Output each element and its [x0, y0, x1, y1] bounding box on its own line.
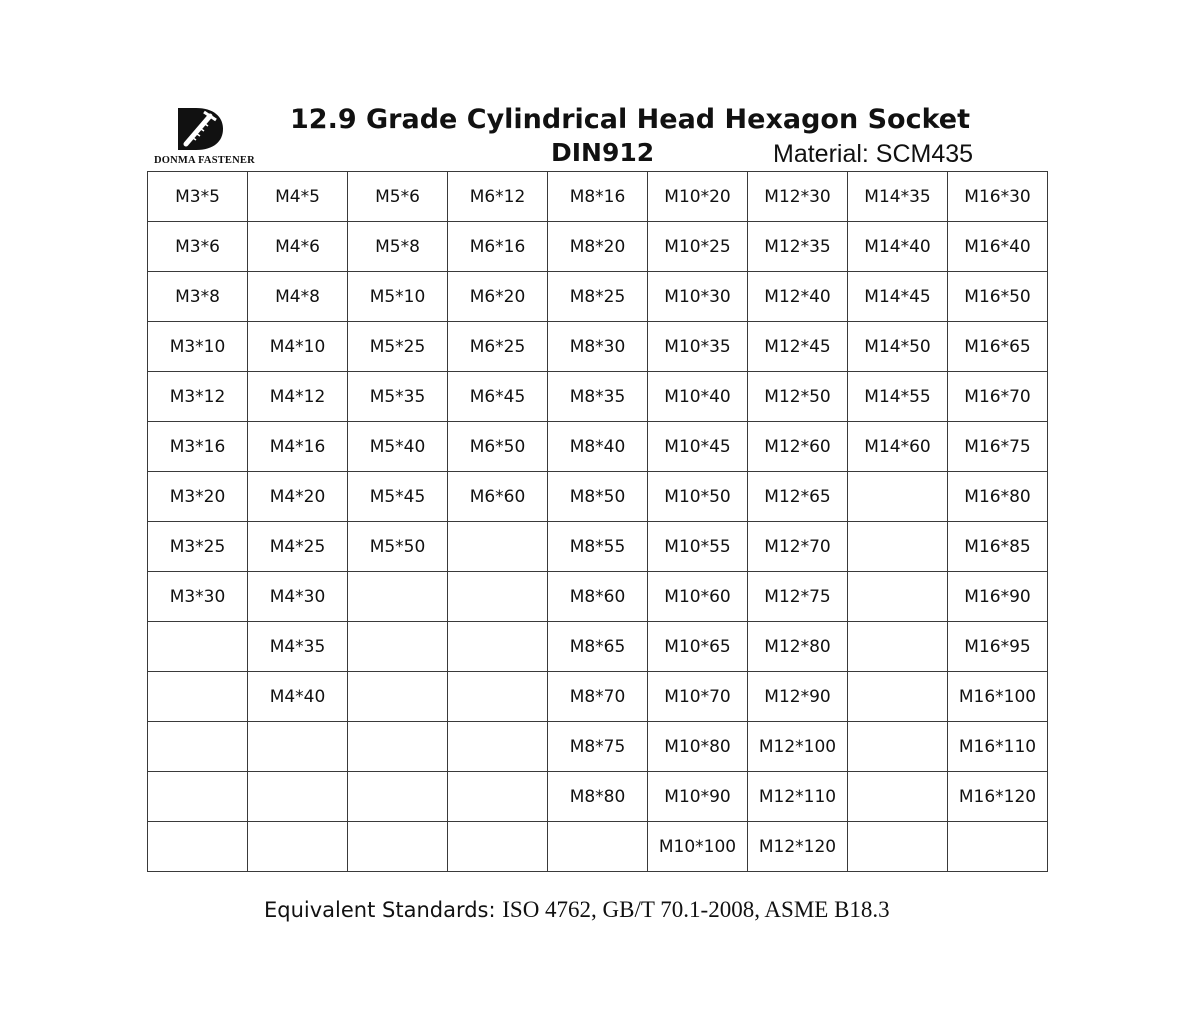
table-row — [148, 422, 1048, 472]
table-cell: M3*30 — [148, 572, 248, 622]
table-cell: M4*5 — [248, 172, 348, 222]
table-cell — [348, 572, 448, 622]
table-row — [148, 522, 1048, 572]
company-logo — [148, 106, 258, 168]
table-cell: M16*120 — [948, 772, 1048, 822]
table-cell: M10*35 — [648, 322, 748, 372]
table-cell: M6*20 — [448, 272, 548, 322]
table-row — [148, 622, 1048, 672]
table-cell — [848, 722, 948, 772]
table-cell: M14*50 — [848, 322, 948, 372]
table-cell: M3*6 — [148, 222, 248, 272]
table-cell: M8*30 — [548, 322, 648, 372]
table-cell — [248, 772, 348, 822]
equivalent-standards-label: Equivalent Standards: — [264, 898, 503, 922]
table-cell: M12*80 — [748, 622, 848, 672]
table-cell — [448, 772, 548, 822]
table-cell — [448, 622, 548, 672]
table-cell: M8*35 — [548, 372, 648, 422]
table-row — [148, 222, 1048, 272]
table-cell: M5*25 — [348, 322, 448, 372]
table-cell: M10*20 — [648, 172, 748, 222]
table-cell — [148, 772, 248, 822]
table-cell: M8*55 — [548, 522, 648, 572]
table-cell: M8*70 — [548, 672, 648, 722]
table-cell: M12*120 — [748, 822, 848, 872]
table-cell — [448, 572, 548, 622]
table-row — [148, 772, 1048, 822]
table-cell: M8*40 — [548, 422, 648, 472]
table-cell: M12*40 — [748, 272, 848, 322]
table-cell: M16*50 — [948, 272, 1048, 322]
logo-text: DONMA FASTENER — [154, 155, 255, 166]
table-cell: M5*8 — [348, 222, 448, 272]
table-cell: M12*75 — [748, 572, 848, 622]
table-cell: M14*40 — [848, 222, 948, 272]
table-cell: M8*16 — [548, 172, 648, 222]
size-table — [147, 171, 1048, 872]
table-cell: M6*50 — [448, 422, 548, 472]
table-cell — [448, 522, 548, 572]
table-cell: M12*65 — [748, 472, 848, 522]
table-cell: M10*90 — [648, 772, 748, 822]
table-cell: M5*35 — [348, 372, 448, 422]
table-cell: M14*60 — [848, 422, 948, 472]
table-cell: M12*70 — [748, 522, 848, 572]
table-cell — [448, 672, 548, 722]
table-cell — [248, 822, 348, 872]
table-cell: M16*95 — [948, 622, 1048, 672]
table-cell: M14*45 — [848, 272, 948, 322]
table-cell: M12*90 — [748, 672, 848, 722]
table-cell — [848, 772, 948, 822]
table-cell: M16*85 — [948, 522, 1048, 572]
table-cell: M10*45 — [648, 422, 748, 472]
table-cell: M16*75 — [948, 422, 1048, 472]
table-cell: M16*100 — [948, 672, 1048, 722]
table-cell: M10*60 — [648, 572, 748, 622]
table-row — [148, 272, 1048, 322]
table-cell: M10*55 — [648, 522, 748, 572]
table-row — [148, 472, 1048, 522]
table-cell: M6*45 — [448, 372, 548, 422]
table-cell: M4*20 — [248, 472, 348, 522]
table-cell: M12*50 — [748, 372, 848, 422]
table-cell: M4*12 — [248, 372, 348, 422]
table-cell: M3*20 — [148, 472, 248, 522]
table-cell: M12*110 — [748, 772, 848, 822]
table-cell — [148, 822, 248, 872]
table-cell: M5*6 — [348, 172, 448, 222]
table-cell: M5*45 — [348, 472, 448, 522]
table-cell: M5*10 — [348, 272, 448, 322]
page-title: 12.9 Grade Cylindrical Head Hexagon Socket — [290, 104, 971, 135]
table-cell: M8*50 — [548, 472, 648, 522]
table-cell: M16*40 — [948, 222, 1048, 272]
table-cell — [348, 672, 448, 722]
table-cell: M10*70 — [648, 672, 748, 722]
table-cell: M3*12 — [148, 372, 248, 422]
table-cell: M12*100 — [748, 722, 848, 772]
table-cell: M8*20 — [548, 222, 648, 272]
table-cell: M8*75 — [548, 722, 648, 772]
table-cell: M8*65 — [548, 622, 648, 672]
table-cell: M4*10 — [248, 322, 348, 372]
table-cell — [448, 722, 548, 772]
table-cell: M4*30 — [248, 572, 348, 622]
table-cell: M6*60 — [448, 472, 548, 522]
table-cell: M3*16 — [148, 422, 248, 472]
table-cell: M4*6 — [248, 222, 348, 272]
standard-label: DIN912 — [551, 138, 655, 167]
table-cell: M10*80 — [648, 722, 748, 772]
equivalent-standards — [264, 897, 890, 923]
table-cell — [148, 672, 248, 722]
table-cell: M16*80 — [948, 472, 1048, 522]
table-cell: M12*35 — [748, 222, 848, 272]
table-cell — [948, 822, 1048, 872]
table-cell: M4*35 — [248, 622, 348, 672]
table-cell: M3*5 — [148, 172, 248, 222]
table-cell — [848, 572, 948, 622]
letter-d-screw-logo-icon — [174, 106, 226, 152]
table-cell: M10*30 — [648, 272, 748, 322]
table-cell: M14*55 — [848, 372, 948, 422]
table-cell: M3*10 — [148, 322, 248, 372]
table-cell: M3*25 — [148, 522, 248, 572]
table-cell: M12*60 — [748, 422, 848, 472]
table-cell — [148, 622, 248, 672]
table-cell — [848, 522, 948, 572]
table-cell — [548, 822, 648, 872]
table-cell: M8*60 — [548, 572, 648, 622]
table-cell: M10*50 — [648, 472, 748, 522]
table-cell — [248, 722, 348, 772]
table-cell: M12*45 — [748, 322, 848, 372]
table-cell: M16*70 — [948, 372, 1048, 422]
table-cell: M10*25 — [648, 222, 748, 272]
table-cell: M4*25 — [248, 522, 348, 572]
table-cell: M10*65 — [648, 622, 748, 672]
table-cell: M4*16 — [248, 422, 348, 472]
table-cell: M14*35 — [848, 172, 948, 222]
table-cell — [348, 772, 448, 822]
table-cell: M4*40 — [248, 672, 348, 722]
table-cell: M16*65 — [948, 322, 1048, 372]
table-cell — [848, 672, 948, 722]
table-cell: M16*90 — [948, 572, 1048, 622]
table-cell: M16*30 — [948, 172, 1048, 222]
table-row — [148, 672, 1048, 722]
table-cell — [448, 822, 548, 872]
table-cell: M8*80 — [548, 772, 648, 822]
table-cell: M10*100 — [648, 822, 748, 872]
table-row — [148, 722, 1048, 772]
table-row — [148, 572, 1048, 622]
table-cell — [148, 722, 248, 772]
table-cell: M6*16 — [448, 222, 548, 272]
table-cell: M10*40 — [648, 372, 748, 422]
table-cell — [848, 472, 948, 522]
material-label: Material: SCM435 — [773, 140, 974, 168]
table-cell: M5*50 — [348, 522, 448, 572]
table-cell — [348, 622, 448, 672]
table-row — [148, 822, 1048, 872]
table-cell: M8*25 — [548, 272, 648, 322]
table-cell — [348, 822, 448, 872]
table-cell: M16*110 — [948, 722, 1048, 772]
table-cell: M5*40 — [348, 422, 448, 472]
table-row — [148, 172, 1048, 222]
table-cell — [848, 622, 948, 672]
table-cell: M6*12 — [448, 172, 548, 222]
table-cell: M12*30 — [748, 172, 848, 222]
table-cell: M3*8 — [148, 272, 248, 322]
table-cell: M6*25 — [448, 322, 548, 372]
table-cell — [848, 822, 948, 872]
table-cell: M4*8 — [248, 272, 348, 322]
table-row — [148, 372, 1048, 422]
equivalent-standards-value: ISO 4762, GB/T 70.1-2008, ASME B18.3 — [502, 897, 890, 922]
table-cell — [348, 722, 448, 772]
table-row — [148, 322, 1048, 372]
